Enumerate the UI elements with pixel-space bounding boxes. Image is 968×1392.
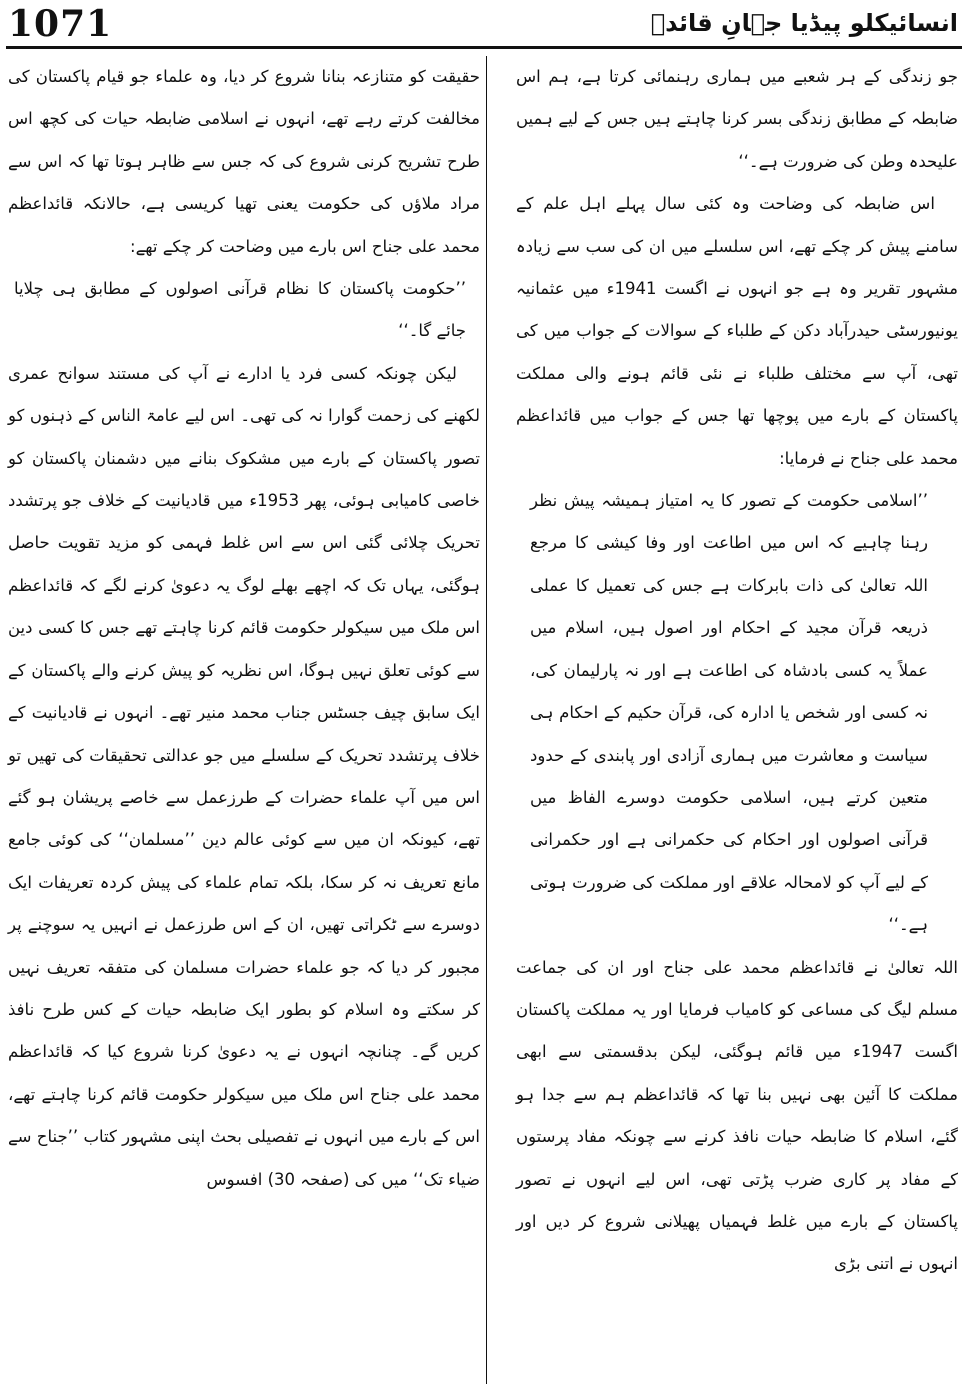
column-divider — [486, 56, 487, 1384]
paragraph: اللہ تعالیٰ نے قائداعظم محمد علی جناح اور ان کی جماعت مسلم لیگ کی مساعی کو کامیاب فرمایا اور یہ مملکت پاکستان اگست 1947ء میں قائم ہوگئی، لیکن بدقسمتی سے ابھی مملکت کا آئین بھی نہیں بنا تھا کہ قائداعظم ہم سے جدا ہو گئے، اسلام کا ضابطہ حیات نافذ کرنے سے چونکہ مفاد پرستوں کے مفاد پر کاری ضرب پڑتی تھی، اس لیے انہوں نے تصور پاکستان کے بارے میں غلط فہمیاں پھیلانی شروع کر دیں اور انہوں نے اتنی بڑی — [516, 957, 959, 1274]
paragraph: جو زندگی کے ہر شعبے میں ہماری رہنمائی کرتا ہے، ہم اس ضابطہ کے مطابق زندگی بسر کرنا چاہتے ہیں جس کے لیے ہمیں علیحدہ وطن کی ضرورت ہے۔‘‘ — [516, 67, 958, 171]
page-number: 1071 — [8, 3, 113, 45]
right-column — [516, 56, 958, 1384]
paragraph: لیکن چونکہ کسی فرد یا ادارے نے آپ کی مستند سوانح عمری لکھنے کی زحمت گوارا نہ کی تھی۔ اس لیے عامۃ الناس کے ذہنوں کو تصور پاکستان کے بارے میں مشکوک بنانے میں دشمنان پاکستان کو خاصی کامیابی ہوئی، پھر 1953ء میں قادیانیت کے خلاف جو پرتشدد تحریک چلائی گئی اس سے اس غلط فہمی کو مزید تقویت حاصل ہوگئی، یہاں تک کہ اچھے بھلے لوگ یہ دعویٰ کرنے لگے کہ قائداعظم اس ملک میں سیکولر حکومت قائم کرنا چاہتے تھے جس کا کسی دین سے کوئی تعلق نہیں ہوگا، اس نظریہ کو پیش کرنے والے پاکستان کے ایک سابق چیف جسٹس جناب محمد منیر تھے۔ انہوں نے قادیانیت کے خلاف پرتشدد تحریک کے سلسلے میں جو عدالتی تحقیقات کی تھیں تو اس میں آپ علماء حضرات کے طرزعمل سے خاصے پریشان ہو گئے تھے، کیونکہ ان میں سے کوئی عالم دین ’’مسلمان‘‘ کی کوئی جامع مانع تعریف نہ کر سکا، بلکہ تمام علماء کی پیش کردہ تعریفات ایک دوسرے سے ٹکراتی تھیں، ان کے اس طرزعمل نے انہیں یہ سوچنے پر مجبور کر دیا کہ جو علماء حضرات مسلمان کی متفقہ تعریف نہیں کر سکتے وہ اسلام کو بطور ایک ضابطہ حیات کے کس طرح نافذ کریں گے۔ چنانچہ انہوں نے یہ دعویٰ کرنا شروع کیا کہ قائداعظم محمد علی جناح اس ملک میں سیکولر حکومت قائم کرنا چاہتے تھے، اس کے بارے میں انہوں نے تفصیلی بحث اپنی مشہور کتاب ’’جناح سے ضیاء تک‘‘ میں کی (صفحہ 30) افسوس — [8, 363, 480, 1189]
paragraph: اس ضابطہ کی وضاحت وہ کئی سال پہلے اہل علم کے سامنے پیش کر چکے تھے، اس سلسلے میں ان کی سب سے زیادہ مشہور تقریر وہ ہے جو انہوں نے اگست 1941ء میں عثمانیہ یونیورسٹی حیدرآباد دکن کے طلباء کے سوالات کے جواب میں کی تھی، آپ سے مختلف طلباء نے نئی قائم ہونے والی مملکت پاکستان کے بارے میں پوچھا تھا جس کے جواب میں قائداعظم محمد علی جناح نے فرمایا: — [516, 194, 958, 468]
block-quote: ’’اسلامی حکومت کے تصور کا یہ امتیاز ہمیشہ پیش نظر رہنا چاہیے کہ اس میں اطاعت اور وفا کیشی کا مرجع اللہ تعالیٰ کی ذات بابرکات ہے جس کی تعمیل کا عملی ذریعہ قرآن مجید کے احکام اور اصول ہیں، اسلام میں عملاً یہ کسی بادشاہ کی اطاعت ہے اور نہ پارلیمان کی، نہ کسی اور شخص یا ادارہ کی، قرآن حکیم کے احکام ہی سیاست و معاشرت میں ہماری آزادی اور پابندی کے حدود متعین کرتے ہیں، اسلامی حکومت دوسرے الفاظ میں قرآنی اصولوں اور احکام کی حکمرانی ہے اور حکمرانی کے لیے آپ کو لامحالہ علاقے اور مملکت کی ضرورت ہوتی ہے۔‘‘ — [530, 491, 928, 935]
header-rule — [6, 46, 962, 49]
block-quote: ’’حکومت پاکستان کا نظام قرآنی اصولوں کے مطابق ہی چلایا جائے گا۔‘‘ — [14, 279, 466, 341]
running-title: انسائیکلو پیڈیا جہانِ قائدؒ — [650, 9, 958, 37]
left-column — [8, 56, 480, 1384]
page-header — [0, 0, 968, 46]
paragraph: حقیقت کو متنازعہ بنانا شروع کر دیا، وہ علماء جو قیام پاکستان کی مخالفت کرتے رہے تھے، انہوں نے اسلامی ضابطہ حیات کی کچھ اس طرح تشریح کرنی شروع کی کہ جس سے ظاہر ہوتا تھا کہ اس سے مراد ملاؤں کی حکومت یعنی تھیا کریسی ہے، حالانکہ قائداعظم محمد علی جناح اس بارے میں وضاحت کر چکے تھے: — [8, 67, 480, 256]
